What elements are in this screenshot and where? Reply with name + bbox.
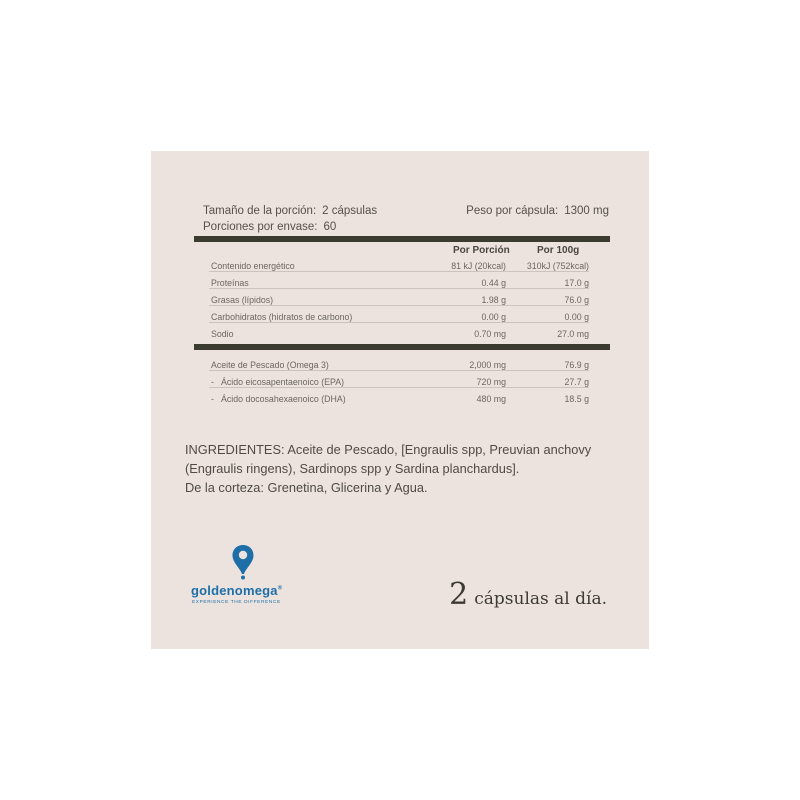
daily-dose <box>449 577 607 612</box>
nutrient-name: Proteínas <box>211 278 249 288</box>
registered-mark: ® <box>277 585 283 592</box>
table-row <box>209 371 589 388</box>
omega-table <box>209 354 589 404</box>
nutrient-per-serving: 0.00 g <box>481 312 506 322</box>
servings-label: Porciones por envase: <box>203 221 318 233</box>
omega-per-100g: 27.7 g <box>564 377 589 387</box>
nutrient-name: Sodio <box>211 329 234 339</box>
logo-tagline: EXPERIENCE THE DIFFERENCE <box>192 600 281 605</box>
col-header-per-serving: Por Porción <box>453 245 510 256</box>
nutrient-per-serving: 0.70 mg <box>474 329 506 339</box>
table-row <box>209 306 589 323</box>
divider-bar-mid <box>194 344 610 350</box>
nutrient-per-serving: 1.98 g <box>481 295 506 305</box>
table-row <box>209 289 589 306</box>
logo-brand-text: goldenomega <box>191 583 278 598</box>
col-header-per-100g: Por 100g <box>537 245 580 256</box>
nutrient-per-serving: 81 kJ (20kcal) <box>451 261 506 271</box>
dose-number: 2 <box>449 577 469 612</box>
serving-info <box>203 203 609 235</box>
servings-value: 60 <box>323 221 337 233</box>
capsule-weight <box>466 203 609 219</box>
dose-text: cápsulas al día. <box>474 589 607 609</box>
serving-size <box>203 203 377 219</box>
serving-size-label: Tamaño de la porción: <box>203 205 317 217</box>
nutrients-table <box>209 255 589 339</box>
omega-name: Ácido docosahexaenoico (DHA) <box>221 394 346 404</box>
nutrient-per-100g: 17.0 g <box>564 278 589 288</box>
nutrient-per-100g: 0.00 g <box>564 312 589 322</box>
bullet-dash: - <box>211 377 214 387</box>
serving-size-value: 2 cápsulas <box>322 205 378 217</box>
ingredients-line: INGREDIENTES: Aceite de Pescado, [Engraulis spp, Preuvian anchovy <box>185 442 592 457</box>
capsule-weight-label: Peso por cápsula: <box>466 205 559 217</box>
droplet-pin-icon <box>231 544 255 580</box>
table-row <box>209 255 589 272</box>
table-row <box>209 272 589 289</box>
omega-per-serving: 480 mg <box>476 394 506 404</box>
servings-per-container <box>203 219 336 235</box>
omega-per-100g: 18.5 g <box>564 394 589 404</box>
nutrient-name: Carbohidratos (hidratos de carbono) <box>211 312 353 322</box>
divider-bar-top <box>194 236 610 242</box>
nutrient-per-100g: 76.0 g <box>564 295 589 305</box>
nutrient-per-100g: 27.0 mg <box>557 329 589 339</box>
nutrient-name: Grasas (lípidos) <box>211 295 274 305</box>
omega-per-100g: 76.9 g <box>564 360 589 370</box>
table-row <box>209 388 589 404</box>
ingredients-text <box>185 440 625 497</box>
capsule-weight-value: 1300 mg <box>564 205 609 217</box>
omega-per-serving: 720 mg <box>476 377 506 387</box>
nutrient-per-serving: 0.44 g <box>481 278 506 288</box>
table-row <box>209 354 589 371</box>
ingredients-line: (Engraulis ringens), Sardinops spp y Sardina planchardus]. <box>185 461 520 476</box>
bullet-dash: - <box>211 394 214 404</box>
omega-per-serving: 2,000 mg <box>469 360 506 370</box>
table-row <box>209 323 589 339</box>
ingredients-line: De la corteza: Grenetina, Glicerina y Agua. <box>185 480 428 495</box>
nutrition-panel <box>151 151 649 649</box>
nutrient-per-100g: 310kJ (752kcal) <box>526 261 589 271</box>
omega-name: Aceite de Pescado (Omega 3) <box>211 360 329 370</box>
omega-name: Ácido eicosapentaenoico (EPA) <box>221 377 345 387</box>
logo-brand <box>191 583 282 598</box>
nutrient-name: Contenido energético <box>211 261 295 271</box>
